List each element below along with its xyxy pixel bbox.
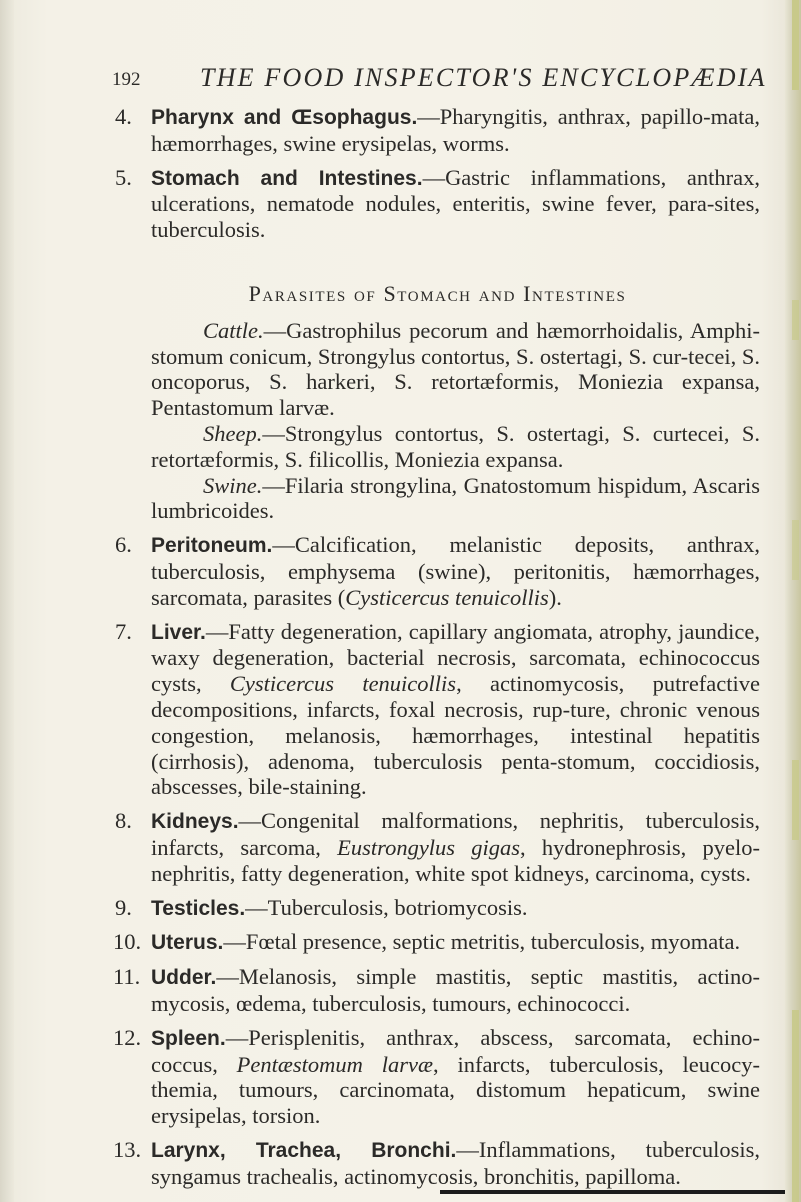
entry-term: Testicles. [151, 896, 246, 920]
entry-number: 11. [113, 964, 141, 990]
bottom-rule [440, 1190, 785, 1194]
entry-term: Peritoneum. [151, 534, 273, 558]
entry-term: Kidneys. [151, 810, 239, 834]
entry-text: —Fœtal presence, septic metritis, tuberculosis, myomata. [223, 929, 741, 955]
entry-number: 12. [113, 1024, 142, 1050]
edge-stain [792, 760, 799, 840]
page-number: 192 [112, 69, 141, 90]
entry-number: 6. [115, 532, 132, 558]
page-body [115, 104, 760, 1189]
entry-text: —Inflammations, tuberculosis, syngamus trachealis, actinomycosis, bronchitis, papilloma. [151, 1136, 761, 1189]
entry-text-end: ). [548, 584, 562, 610]
entry-testicles [115, 895, 760, 922]
entry-italic: Cysticercus tenuicollis [229, 671, 457, 697]
entry-kidneys [115, 808, 760, 886]
animal-label: Cattle. [203, 317, 264, 343]
entry-italic: Pentæstomum larvæ [236, 1051, 433, 1077]
edge-stain [792, 0, 799, 90]
entry-text: —Gastric inflammations, anthrax, ulcerations, nematode nodules, enteritis, swine fever, para-sites, tuberculosis. [151, 164, 760, 243]
edge-stain [792, 1010, 799, 1202]
entry-text: —Congenital malformations, nephritis, tuberculosis, infarcts, sarcoma, [151, 808, 760, 860]
entry-number: 10. [113, 929, 142, 955]
entry-number: 5. [115, 164, 132, 190]
parasite-list: —Filaria strongylina, Gnatostomum hispidum, Ascaris lumbricoides. [151, 472, 760, 524]
entry-term: Larynx, Trachea, Bronchi. [151, 1138, 457, 1162]
entry-text: —Melanosis, simple mastitis, septic mastitis, actino-mycosis, œdema, tuberculosis, tumours, echinococci. [151, 964, 760, 1016]
entry-larynx [115, 1137, 760, 1190]
entry-text: —Pharyngitis, anthrax, papillo-mata, hæmorrhages, swine erysipelas, worms. [151, 104, 760, 156]
entry-text: —Calcification, melanistic deposits, anthrax, tuberculosis, emphysema (swine), peritonitis, hæmorrhages, sarcomata, parasites ( [151, 532, 760, 610]
entry-udder [115, 964, 760, 1017]
entry-peritoneum [115, 532, 760, 610]
entry-text: —Tuberculosis, botriomycosis. [245, 894, 528, 920]
right-page-edge [785, 0, 801, 1202]
edge-stain [792, 520, 799, 580]
entry-text: —Perisplenitis, anthrax, abscess, sarcomata, echino-coccus, [151, 1024, 760, 1077]
entry-term: Uterus. [151, 931, 224, 955]
edge-stain [792, 300, 799, 340]
entry-text: —Fatty degeneration, capillary angiomata, atrophy, jaundice, waxy degeneration, bacterial necrosis, sarcomata, echinococcus cysts, [151, 618, 760, 697]
animal-label: Sheep. [203, 420, 263, 446]
entry-number: 8. [115, 808, 132, 834]
running-head: THE FOOD INSPECTOR'S ENCYCLOPÆDIA [200, 63, 767, 92]
entry-liver [115, 619, 760, 801]
entry-number: 7. [115, 618, 132, 644]
entry-number: 13. [113, 1136, 142, 1162]
entry-pharynx [115, 104, 760, 157]
entry-term: Stomach and Intestines. [151, 166, 423, 190]
entry-text-end: , actinomycosis, putrefactive decompositions, infarcts, foxal necrosis, rup-ture, chronic venous congestion, melanosis, hæmorrhages, intestinal hepatitis (cirrhosis), adenoma, tuberculosis penta-stomum, coccidiosis, abscesses, bile-staining. [151, 671, 761, 800]
entry-uterus [115, 929, 760, 956]
entry-number: 4. [115, 104, 132, 129]
page-header [112, 63, 767, 99]
entry-text-end: , infarcts, tuberculosis, leucocy-themia, tumours, carcinomata, distomum hepaticum, swine erysipelas, torsion. [151, 1051, 761, 1129]
entry-spleen [115, 1025, 760, 1129]
entry-stomach [115, 165, 760, 243]
parasites-swine [115, 473, 760, 525]
entry-term: Spleen. [151, 1026, 226, 1050]
parasite-list: —Gastrophilus pecorum and hæmorrhoidalis, Amphi-stomum conicum, Strongylus contortus, S. ostertagi, S. cur-tecei, S. oncoporus, S. harkeri, S. retortæformis, Moniezia expansa, Pentastomum larvæ. [151, 317, 760, 421]
entry-number: 9. [115, 894, 132, 920]
animal-label: Swine. [203, 472, 263, 498]
entry-term: Liver. [151, 620, 206, 644]
parasites-cattle [115, 318, 760, 421]
entry-italic: Cysticercus tenuicollis [345, 584, 549, 610]
entry-text-end: , hydronephrosis, pyelo-nephritis, fatty degeneration, white spot kidneys, carcinoma, cysts. [151, 834, 760, 886]
section-title: Parasites of Stomach and Intestines [248, 280, 627, 306]
entry-italic: Eustrongylus gigas [337, 834, 521, 860]
left-gutter-shadow [0, 0, 14, 1202]
parasite-list: —Strongylus contortus, S. ostertagi, S. curtecei, S. retortæformis, S. filicollis, Moniezia expansa. [151, 420, 760, 472]
entry-term: Pharynx and Œsophagus. [151, 106, 418, 129]
entry-term: Udder. [151, 966, 217, 990]
parasites-sheep [115, 421, 760, 473]
